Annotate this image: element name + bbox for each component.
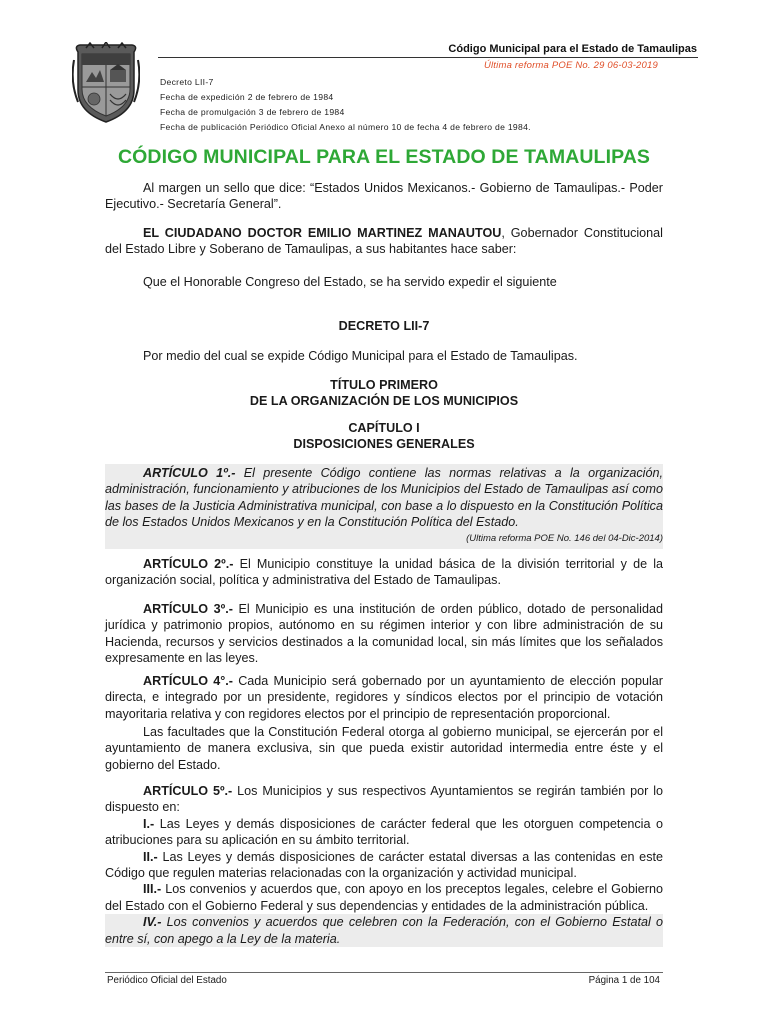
chapter-number: CAPÍTULO I bbox=[348, 421, 420, 435]
publication-date: Fecha de publicación Periódico Oficial Anexo al número 10 de fecha 4 de febrero de 1984. bbox=[160, 122, 531, 132]
article-3-label: ARTÍCULO 3º.- bbox=[143, 602, 233, 616]
article-1-text: El presente Código contiene las normas relativas a la organización, administración, funcionamiento y atribuciones de los Municipios del Estado de Tamaulipas así como las bases de la Justicia Administrativa municipal, con base a lo dispuesto en la Constitución Política de los Estados Unidos Mexicanos y en la Constitución Política del Estado. bbox=[105, 466, 663, 530]
coat-of-arms-icon bbox=[72, 42, 140, 124]
seal-paragraph bbox=[105, 180, 663, 213]
fraction-3-label: III.- bbox=[143, 882, 162, 897]
governor-name: EL CIUDADANO DOCTOR EMILIO MARTINEZ MANAUTOU bbox=[143, 226, 502, 240]
running-header-title: Código Municipal para el Estado de Tamaulipas bbox=[448, 43, 697, 55]
chapter-heading bbox=[105, 420, 663, 453]
article-4-label: ARTÍCULO 4°.- bbox=[143, 674, 233, 688]
congress-paragraph bbox=[105, 274, 663, 290]
fraction-1 bbox=[105, 816, 663, 849]
footer-page-number: Página 1 de 104 bbox=[588, 975, 660, 986]
article-2-label: ARTÍCULO 2º.- bbox=[143, 557, 234, 571]
footer-rule bbox=[105, 972, 663, 973]
article-1 bbox=[105, 464, 663, 549]
title-heading bbox=[105, 377, 663, 410]
decree-metadata bbox=[160, 75, 531, 135]
header-rule bbox=[158, 57, 698, 58]
fraction-3-text: Los convenios y acuerdos que, con apoyo en los preceptos legales, celebre el Gobierno del Estado con el Gobierno Federal y sus dependencias y entidades de la administración pública. bbox=[105, 882, 663, 913]
article-1-reform-note: (Ultima reforma POE No. 146 del 04-Dic-2014) bbox=[466, 532, 663, 544]
fraction-3 bbox=[105, 881, 663, 914]
decree-paragraph bbox=[105, 348, 663, 364]
governor-paragraph bbox=[105, 225, 663, 258]
fraction-1-label: I.- bbox=[143, 816, 155, 831]
fraction-1-text: Las Leyes y demás disposiciones de carácter federal que les otorguen competencia o atribuciones para su aplicación en su ámbito territorial. bbox=[105, 816, 663, 848]
article-1-label: ARTÍCULO 1º.- bbox=[143, 466, 236, 480]
footer-publication: Periódico Oficial del Estado bbox=[107, 975, 227, 986]
decree-number: Decreto LII-7 bbox=[160, 77, 214, 87]
fraction-2-text: Las Leyes y demás disposiciones de carácter estatal diversas a las contenidas en este Código que regulen materias relacionadas con la organización y actividad municipal. bbox=[105, 849, 663, 881]
governor-text: , Gobernador Constitucional del Estado Libre y Soberano de Tamaulipas, a sus habitantes hace saber: bbox=[105, 226, 663, 257]
title-name: DE LA ORGANIZACIÓN DE LOS MUNICIPIOS bbox=[249, 394, 519, 409]
promulgation-date: Fecha de promulgación 3 de febrero de 1984 bbox=[160, 107, 345, 117]
fraction-2-label: II.- bbox=[143, 849, 158, 864]
article-3-text: El Municipio es una institución de orden público, dotado de personalidad jurídica y patrimonio propios, autónomo en su régimen interior y con libre administración de su Hacienda, recursos y servicios destinados a la comunidad local, sin más límites que los señalados expresamente en las leyes. bbox=[105, 602, 663, 666]
article-5-text: Los Municipios y sus respectivos Ayuntamientos se regirán también por lo dispuesto en: bbox=[105, 784, 664, 815]
last-reform-note: Última reforma POE No. 29 06-03-2019 bbox=[483, 60, 658, 71]
decree-heading: DECRETO LII-7 bbox=[338, 319, 430, 333]
title-number: TÍTULO PRIMERO bbox=[330, 378, 438, 392]
article-4-p2-text: Las facultades que la Constitución Federal otorga al gobierno municipal, se ejercerán por el ayuntamiento de manera exclusiva, sin que pueda existir autoridad intermedia entre éste y el gobierno del Estado. bbox=[105, 725, 663, 772]
article-3 bbox=[105, 601, 663, 667]
article-4-text: Cada Municipio será gobernado por un ayuntamiento de elección popular directa, e integrado por un presidente, regidores y síndicos electos por el principio de votación mayoritaria relativa y con regidores electos por el principio de representación proporcional. bbox=[105, 674, 663, 721]
decree-text: Por medio del cual se expide Código Municipal para el Estado de Tamaulipas. bbox=[143, 349, 578, 363]
article-4-paragraph-2 bbox=[105, 724, 663, 773]
article-5 bbox=[105, 783, 663, 947]
chapter-name: DISPOSICIONES GENERALES bbox=[293, 437, 475, 452]
fraction-2 bbox=[105, 849, 663, 882]
article-5-label: ARTÍCULO 5º.- bbox=[143, 784, 233, 798]
congress-text: Que el Honorable Congreso del Estado, se ha servido expedir el siguiente bbox=[143, 275, 557, 289]
issue-date: Fecha de expedición 2 de febrero de 1984 bbox=[160, 92, 334, 102]
fraction-4 bbox=[105, 914, 663, 947]
fraction-4-label: IV.- bbox=[143, 915, 162, 930]
document-title: CÓDIGO MUNICIPAL PARA EL ESTADO DE TAMAULIPAS bbox=[117, 146, 651, 168]
seal-text: Al margen un sello que dice: “Estados Unidos Mexicanos.- Gobierno de Tamaulipas.- Poder Ejecutivo.- Secretaría General”. bbox=[105, 181, 663, 212]
article-2-text: El Municipio constituye la unidad básica de la división territorial y de la organización social, política y administrativa del Estado de Tamaulipas. bbox=[105, 557, 664, 588]
fraction-4-text: Los convenios y acuerdos que celebren con la Federación, con el Gobierno Estatal o entre sí, con apego a la Ley de la materia. bbox=[105, 915, 663, 946]
article-4 bbox=[105, 673, 663, 722]
article-2 bbox=[105, 556, 663, 589]
